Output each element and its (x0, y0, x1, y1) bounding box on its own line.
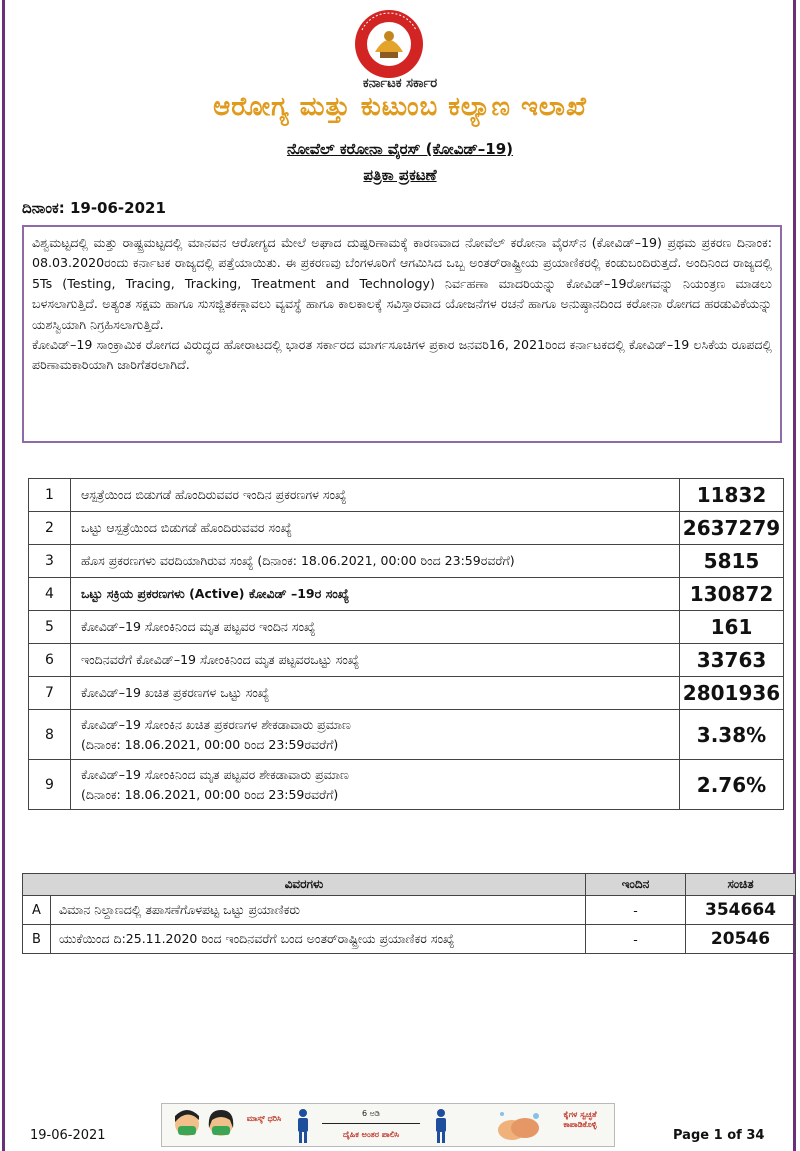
hygiene-text: ಕೈಗಳ ಸ್ವಚ್ಛತೆ ಕಾಪಾಡಿಕೊಳ್ಳಿ (563, 1110, 597, 1129)
distance-text: ದೈಹಿಕ ಅಂತರ ಪಾಲಿಸಿ (342, 1130, 400, 1139)
department-title: ಆರೋಗ್ಯ ಮತ್ತು ಕುಟುಂಬ ಕಲ್ಯಾಣ ಇಲಾಖೆ (213, 92, 587, 122)
table-row (23, 896, 796, 925)
page-label: Page (673, 1128, 710, 1143)
table-header-row (23, 874, 796, 896)
distance-value: 6 ಅಡಿ (362, 1109, 380, 1118)
distance-arrow (322, 1123, 420, 1124)
header-details: ವಿವರಗಳು (23, 874, 586, 896)
page-indicator (673, 1128, 764, 1143)
release-text: ಪತ್ರಿಕಾ ಪ್ರಕಟಣೆ (363, 166, 437, 184)
stat-description: ಒಟ್ಟು ಆಸ್ಪತ್ರೆಯಿಂದ ಬಿಡುಗಡೆ ಹೊಂದಿರುವವರ ಸಂಖ್ಯೆ (71, 512, 680, 545)
stat-description-main: ಕೋವಿಡ್–19 ಸೋಂಕಿನ ಖಚಿತ ಪ್ರಕರಣಗಳ ಶೇಕಡಾವಾರು ಪ್ರಮಾಣ (81, 716, 351, 732)
stat-description: ಕೋವಿಡ್–19 ಖಚಿತ ಪ್ರಕರಣಗಳ ಒಟ್ಟು ಸಂಖ್ಯೆ (71, 677, 680, 710)
stat-description: ಆಸ್ಪತ್ರೆಯಿಂದ ಬಿಡುಗಡೆ ಹೊಂದಿರುವವರ ಇಂದಿನ ಪ್ರಕರಣಗಳ ಸಂಖ್ಯೆ (71, 479, 680, 512)
stat-value: 2801936 (680, 677, 784, 710)
footer-date: 19-06-2021 (30, 1128, 106, 1143)
covid-stats-table (28, 478, 784, 810)
serial-number: 5 (29, 611, 71, 644)
serial-number: 9 (29, 760, 71, 810)
row-key: B (23, 925, 51, 954)
row-key: A (23, 896, 51, 925)
stat-value: 2637279 (680, 512, 784, 545)
stat-description: ಕೋವಿಡ್–19 ಸೋಂಕಿನಿಂದ ಮೃತ ಪಟ್ಟವರ ಇಂದಿನ ಸಂಖ್ಯೆ (71, 611, 680, 644)
government-emblem-icon (344, 8, 434, 80)
serial-number: 3 (29, 545, 71, 578)
press-release-title (0, 166, 800, 184)
row-today: - (586, 896, 686, 925)
subject-text: ನೋವೆಲ್ ಕರೋನಾ ವೈರಸ್ (ಕೋವಿಡ್–19) (286, 140, 514, 158)
row-cumulative: 354664 (686, 896, 796, 925)
serial-number: 6 (29, 644, 71, 677)
stat-value: 3.38% (680, 710, 784, 760)
masked-faces-icon (170, 1108, 240, 1144)
intro-paragraph-2: ಕೋವಿಡ್–19 ಸಾಂಕ್ರಾಮಿಕ ರೋಗದ ವಿರುದ್ಧದ ಹೋರಾಟದಲ್ಲಿ ಭಾರತ ಸರ್ಕಾರದ ಮಾರ್ಗಸೂಚಿಗಳ ಪ್ರಕಾರ ಜನವರಿ16, 2021ರಿಂದ ಕರ್ನಾಟಕದಲ್ಲಿ ಕೋವಿಡ್–19 ಲಸಿಕೆಯ ರೂಪದಲ್ಲಿ ಪರಿಣಾಮಕಾರಿಯಾಗಿ ಜಾರಿಗೆತರಲಾಗಿದೆ. (32, 337, 772, 373)
table-row (29, 578, 784, 611)
stat-value: 11832 (680, 479, 784, 512)
serial-number: 8 (29, 710, 71, 760)
row-today: - (586, 925, 686, 954)
person-left-icon (296, 1108, 310, 1144)
stat-description: ಹೊಸ ಪ್ರಕರಣಗಳು ವರದಿಯಾಗಿರುವ ಸಂಖ್ಯೆ (ದಿನಾಂಕ: 18.06.2021, 00:00 ರಿಂದ 23:59ರವರೆಗೆ) (71, 545, 680, 578)
row-description: ಯುಕೆಯಿಂದ ದಿ:25.11.2020 ರಿಂದ ಇಂದಿನವರೆಗೆ ಬಂದ ಅಂತರ್‌ರಾಷ್ಟ್ರೀಯ ಪ್ರಯಾಣಿಕರ ಸಂಖ್ಯೆ (51, 925, 586, 954)
subject-line (0, 140, 800, 158)
header-cumulative: ಸಂಚಿತ (686, 874, 796, 896)
stat-value: 130872 (680, 578, 784, 611)
intro-box (22, 225, 782, 443)
stat-value: 33763 (680, 644, 784, 677)
serial-number: 1 (29, 479, 71, 512)
table-row (29, 545, 784, 578)
stat-description-main: ಕೋವಿಡ್–19 ಸೋಂಕಿನಿಂದ ಮೃತ ಪಟ್ಟವರ ಶೇಕಡಾವಾರು ಪ್ರಮಾಣ (81, 766, 349, 782)
table-row (29, 644, 784, 677)
covid-safety-banner (161, 1103, 615, 1147)
serial-number: 4 (29, 578, 71, 611)
stat-value: 161 (680, 611, 784, 644)
stat-value: 5815 (680, 545, 784, 578)
header-today: ಇಂದಿನ (586, 874, 686, 896)
stat-description: ಇಂದಿನವರೆಗೆ ಕೋವಿಡ್–19 ಸೋಂಕಿನಿಂದ ಮೃತ ಪಟ್ಟವರಒಟ್ಟು ಸಂಖ್ಯೆ (71, 644, 680, 677)
stat-description (71, 710, 680, 760)
stat-value: 2.76% (680, 760, 784, 810)
document-date: ದಿನಾಂಕ: 19-06-2021 (22, 199, 166, 217)
table-row (29, 710, 784, 760)
stat-description: ಒಟ್ಟು ಸಕ್ರಿಯ ಪ್ರಕರಣಗಳು (Active) ಕೋವಿಡ್ –19ರ ಸಂಖ್ಯೆ (71, 578, 680, 611)
row-description: ವಿಮಾನ ನಿಲ್ದಾಣದಲ್ಲಿ ತಪಾಸಣೆಗೊಳಪಟ್ಟ ಒಟ್ಟು ಪ್ರಯಾಣಿಕರು (51, 896, 586, 925)
stat-description (71, 760, 680, 810)
serial-number: 7 (29, 677, 71, 710)
table-row (29, 611, 784, 644)
person-right-icon (434, 1108, 448, 1144)
table-row (29, 677, 784, 710)
hand-wash-icon (492, 1108, 546, 1144)
serial-number: 2 (29, 512, 71, 545)
stat-description-date: (ದಿನಾಂಕ: 18.06.2021, 00:00 ರಿಂದ 23:59ರವರೆಗೆ) (81, 786, 339, 802)
government-name: ಕರ್ನಾಟಕ ಸರ್ಕಾರ (362, 76, 438, 91)
intro-paragraph-1: ವಿಶ್ವಮಟ್ಟದಲ್ಲಿ ಮತ್ತು ರಾಷ್ಟ್ರಮಟ್ಟದಲ್ಲಿ ಮಾನವನ ಆರೋಗ್ಯದ ಮೇಲೆ ಅಘಾದ ದುಷ್ಪರಿಣಾಮಕ್ಕೆ ಕಾರಣವಾದ ನೋವೆಲ್ ಕರೋನಾ ವೈರಸ್‌ನ (ಕೋವಿಡ್–19) ಪ್ರಥಮ ಪ್ರಕರಣ ದಿನಾಂಕ: 08.03.2020ರಂದು ಕರ್ನಾಟಕ ರಾಜ್ಯದಲ್ಲಿ ಪತ್ತೆಯಾಯಿತು. ಈ ಪ್ರಕರಣವು ಬೆಂಗಳೂರಿಗೆ ಆಗಮಿಸಿದ ಒಬ್ಬ ಅಂತರ್‌ರಾಷ್ಟ್ರೀಯ ಪ್ರಯಾಣಿಕರಲ್ಲಿ ಕಂಡುಬಂದಿರುತ್ತದೆ. ಅಂದಿನಿಂದ ರಾಜ್ಯದಲ್ಲಿ 5Ts (Testing, Tracing, Tracking, Treatment and Technology) ನಿರ್ವಹಣಾ ಮಾದರಿಯನ್ನು ಕೋವಿಡ್–19ರೋಗವನ್ನು ನಿಯಂತ್ರಣ ಮಾಡಲು ಬಳಸಲಾಗುತ್ತಿದೆ. ಅತ್ಯಂತ ಸಕ್ಷಮ ಹಾಗೂ ಸುಸಜ್ಜಿತಕಣ್ಗಾವಲು ವ್ಯವಸ್ಥೆ ಹಾಗೂ ಕಾಲಕಾಲಕ್ಕೆ ಸವಿಸ್ತಾರವಾದ ಯೋಜನೆಗಳ ರಚನೆ ಹಾಗೂ ಅನುಷ್ಠಾನದಿಂದ ಕರೋನಾ ರೋಗದ ಹರಡುವಿಕೆಯನ್ನು ಯಶಸ್ವಿಯಾಗಿ ನಿಗ್ರಹಿಸಲಾಗುತ್ತಿದೆ. (32, 235, 772, 332)
table-row (23, 925, 796, 954)
table-row (29, 760, 784, 810)
row-cumulative: 20546 (686, 925, 796, 954)
page-current: 1 (713, 1128, 723, 1143)
stat-description-date: (ದಿನಾಂಕ: 18.06.2021, 00:00 ರಿಂದ 23:59ರವರೆಗೆ) (81, 736, 339, 752)
page-of: of (727, 1128, 742, 1143)
page-total: 34 (746, 1128, 765, 1143)
traveller-table (22, 873, 796, 954)
table-row (29, 512, 784, 545)
mask-text: ಮಾಸ್ಕ್ ಧರಿಸಿ (246, 1114, 282, 1123)
table-row (29, 479, 784, 512)
